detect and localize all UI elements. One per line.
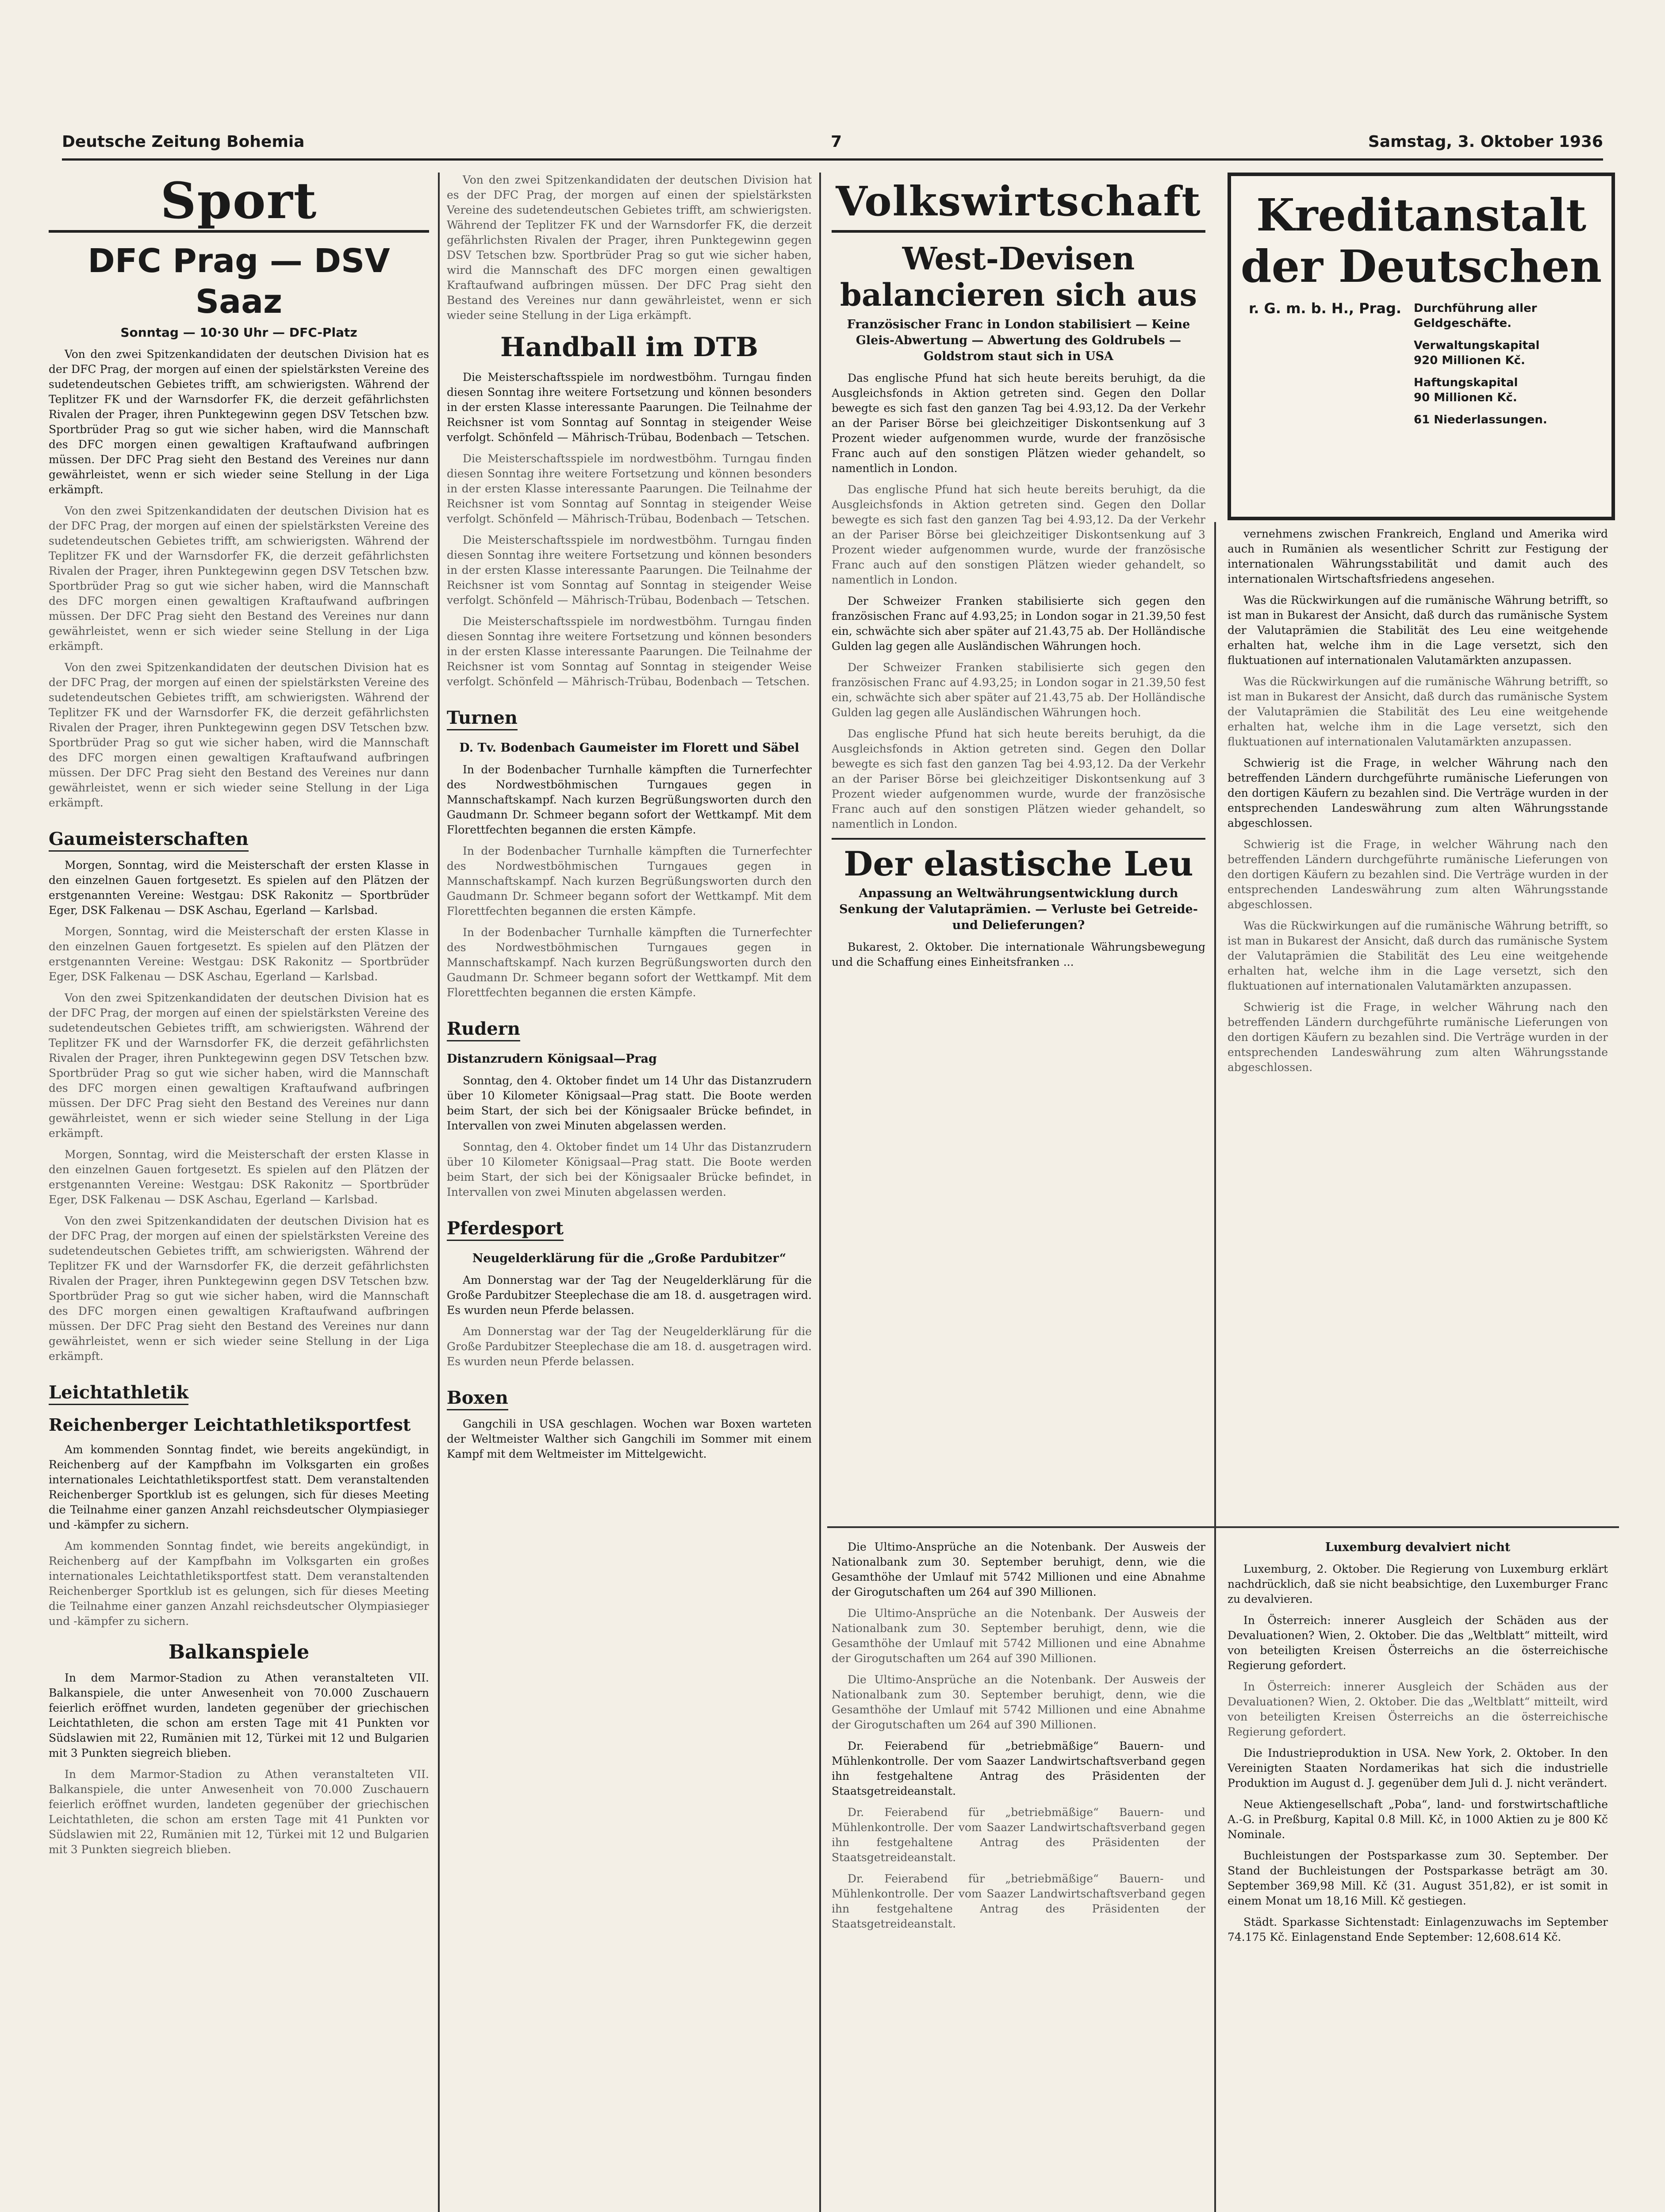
postsparkasse-article: Buchleistungen der Postsparkasse zum 30. September. Der Stand der Buchleistungen der Postsparkasse beträgt am 30. September 369,98 Mill. Kč (31. August 351,82), er ist somit in einem Monat um 18,16 Mill. Kč gestiegen. [1228, 1849, 1608, 1907]
sport-section-title: Sport [49, 173, 429, 233]
industrie-article: Die Industrieproduktion in USA. New York, 2. Oktober. In den Vereinigten Staaten Nordamerikas hat sich die industrielle Produktion im August d. J. gegenüber dem Juli d. J. nicht verändert. [1228, 1747, 1608, 1790]
economy-section-title: Volkswirtschaft [832, 173, 1205, 233]
ultimo-article-cont: Die Ultimo-Ansprüche an die Notenbank. Der Ausweis der Nationalbank zum 30. September beruhigt, denn, wie die Gesamthöhe der Umlauf mit 5742 Millionen und eine Abnahme der Girogutschaften um 264 auf 390 Millionen. [832, 1607, 1205, 1665]
column-rule [438, 173, 440, 2212]
rudern-subheading: Distanzrudern Königsaal—Prag [447, 1052, 657, 1066]
turnen-article: In der Bodenbacher Turnhalle kämpften die Turnerfechter des Nordwestböhmischen Turngaues gegen in Mannschaftskampf. Nach kurzen Begrüßungsworten durch den Gaudmann Dr. Schmeer begann sofort der Wettkampf. Mit dem Florettfechten begannen die ersten Kämpfe. [447, 763, 812, 836]
luxemburg-article: Luxemburg, 2. Oktober. Die Regierung von Luxemburg erklärt nachdrücklich, daß sie nicht beabsichtige, den Luxemburger Franc zu devalvieren. [1228, 1563, 1608, 1605]
pferdesport-article: Am Donnerstag war der Tag der Neugelderklärung für die Große Pardubitzer Steeplechase die am 18. d. ausgetragen wird. Es wurden neun Pferde belassen. [447, 1274, 812, 1317]
ad-capital-value: 920 Millionen Kč. [1414, 354, 1525, 367]
sparkasse-article: Städt. Sparkasse Sichtenstadt: Einlagenzuwachs im September 74.175 Kč. Einlagenstand Ende September: 12,608.614 Kč. [1228, 1916, 1608, 1943]
pferdesport-subheading: Neugelderklärung für die „Große Pardubitzer“ [472, 1252, 786, 1265]
leu-continuation-cont: Schwierig ist die Frage, in welcher Währung nach den betreffenden Ländern durchgeführte rumänische Lieferungen von den dortigen Käufern zu bezahlen sind. Die Verträge wurden in der entsprechenden Landeswährung zum alten Währungsstande abgeschlossen. [1228, 838, 1608, 911]
ad-fact-liability [1414, 375, 1594, 405]
match-article: Von den zwei Spitzenkandidaten der deutschen Division hat es der DFC Prag, der morgen auf einen der spielstärksten Vereine des sudetendeutschen Gebietes trifft, am schwierigsten. Während der Teplitzer FK und der Warnsdorfer FK, die derzeit gefährlichsten Rivalen der Prager, ihren Punktegewinn gegen DSV Tetschen bzw. Sportbrüder Prag so gut wie sicher haben, wird die Mannschaft des DFC morgen einen gewaltigen Kraftaufwand aufbringen müssen. Der DFC Prag sieht den Bestand des Vereines nur dann gewährleistet, wenn er sich wieder seine Stellung in der Liga erkämpft. [49, 348, 429, 496]
sport-column-2 [447, 173, 812, 2212]
match-article-cont: Von den zwei Spitzenkandidaten der deutschen Division hat es der DFC Prag, der morgen auf einen der spielstärksten Vereine des sudetendeutschen Gebietes trifft, am schwierigsten. Während der Teplitzer FK und der Warnsdorfer FK, die derzeit gefährlichsten Rivalen der Prager, ihren Punktegewinn gegen DSV Tetschen bzw. Sportbrüder Prag so gut wie sicher haben, wird die Mannschaft des DFC morgen einen gewaltigen Kraftaufwand aufbringen müssen. Der DFC Prag sieht den Bestand des Vereines nur dann gewährleistet, wenn er sich wieder seine Stellung in der Liga erkämpft. [49, 504, 429, 653]
feierabend-article-cont: Dr. Feierabend für „betriebmäßige“ Bauern- und Mühlenkontrolle. Der vom Saazer Landwirtschaftsverband gegen ihn festgehaltene Antrag des Präsidenten der Staatsgetreideanstalt. [832, 1872, 1205, 1930]
handball-heading: Handball im DTB [500, 332, 758, 363]
gaumeister-article: Morgen, Sonntag, wird die Meisterschaft der ersten Klasse in den einzelnen Gauen fortgesetzt. Es spielen auf den Plätzen der erstgenannten Vereine: Westgau: DSK Rakonitz — Sportbrüder Eger, DSK Falkenau — DSK Aschau, Egerland — Karlsbad. [49, 859, 429, 917]
bank-advertisement [1228, 173, 1615, 520]
handball-article-cont: Die Meisterschaftsspiele im nordwestböhm. Turngau finden diesen Sonntag ihre weitere Fortsetzung und können besonders in der ersten Klasse interessante Paarungen. Die Teilnahme der Reichsner ist vom Sonntag auf Sonntag in steigender Weise verfolgt. Schönfeld — Mährisch-Trübau, Bodenbach — Tetschen. [447, 452, 812, 525]
column-rule [1214, 522, 1216, 2212]
section-divider [827, 1526, 1619, 1528]
ad-title-line1: Kreditanstalt [1256, 189, 1587, 241]
rudern-article: Sonntag, den 4. Oktober findet um 14 Uhr das Distanzrudern über 10 Kilometer Königsaal—Prag statt. Die Boote werden beim Start, der sich bei der Königsaaler Brücke befindet, in Intervallen von zwei Minuten abgelassen werden. [447, 1074, 812, 1132]
gaumeister-article-cont: Morgen, Sonntag, wird die Meisterschaft der ersten Klasse in den einzelnen Gauen fortgesetzt. Es spielen auf den Plätzen der erstgenannten Vereine: Westgau: DSK Rakonitz — Sportbrüder Eger, DSK Falkenau — DSK Aschau, Egerland — Karlsbad. [49, 925, 429, 983]
devisen-article-cont: Das englische Pfund hat sich heute bereits beruhigt, da die Ausgleichsfonds in Aktion getreten sind. Gegen den Dollar bewegte es sich fast den ganzen Tag bei 4.93,12. Da der Verkehr an der Pariser Börse bei gleichzeitiger Diskontsenkung auf 3 Prozent wieder aufgenommen wurde, wurde der französische Franc auch auf den sonstigen Plätzen wieder gehandelt, so namentlich in London. [832, 483, 1205, 586]
turnen-article-cont: In der Bodenbacher Turnhalle kämpften die Turnerfechter des Nordwestböhmischen Turngaues gegen in Mannschaftskampf. Nach kurzen Begrüßungsworten durch den Gaudmann Dr. Schmeer begann sofort der Wettkampf. Mit dem Florettfechten begannen die ersten Kämpfe. [447, 845, 812, 918]
pferdesport-heading: Pferdesport [447, 1217, 564, 1241]
reichenberg-heading: Reichenberger Leichtathletiksportfest [49, 1415, 411, 1435]
issue-date: Samstag, 3. Oktober 1936 [1368, 132, 1603, 151]
feierabend-article-cont: Dr. Feierabend für „betriebmäßige“ Bauern- und Mühlenkontrolle. Der vom Saazer Landwirtschaftsverband gegen ihn festgehaltene Antrag des Präsidenten der Staatsgetreideanstalt. [832, 1806, 1205, 1864]
boxen-heading: Boxen [447, 1387, 508, 1410]
ad-facts [1414, 301, 1594, 434]
pferdesport-article-cont: Am Donnerstag war der Tag der Neugelderklärung für die Große Pardubitzer Steeplechase die am 18. d. ausgetragen wird. Es wurden neun Pferde belassen. [447, 1325, 812, 1368]
leu-continuation-cont: Schwierig ist die Frage, in welcher Währung nach den betreffenden Ländern durchgeführte rumänische Lieferungen von den dortigen Käufern zu bezahlen sind. Die Verträge wurden in der entsprechenden Landeswährung zum alten Währungsstande abgeschlossen. [1228, 1001, 1608, 1074]
ad-title-line2: der Deutschen [1240, 240, 1602, 292]
feierabend-article: Dr. Feierabend für „betriebmäßige“ Bauern- und Mühlenkontrolle. Der vom Saazer Landwirtschaftsverband gegen ihn festgehaltene Antrag des Präsidenten der Staatsgetreideanstalt. [832, 1740, 1205, 1797]
ad-details [1231, 292, 1611, 443]
oesterreich-article-cont: In Österreich: innerer Ausgleich der Schäden aus der Devaluationen? Wien, 2. Oktober. Die das „Weltblatt“ mitteilt, wird von beteiligten Kreisen Österreichs an die österreichische Regierung gefordert. [1228, 1680, 1608, 1738]
ultimo-article: Die Ultimo-Ansprüche an die Notenbank. Der Ausweis der Nationalbank zum 30. September beruhigt, denn, wie die Gesamthöhe der Umlauf mit 5742 Millionen und eine Abnahme der Girogutschaften um 264 auf 390 Millionen. [832, 1540, 1205, 1598]
gaumeister-article-cont: Morgen, Sonntag, wird die Meisterschaft der ersten Klasse in den einzelnen Gauen fortgesetzt. Es spielen auf den Plätzen der erstgenannten Vereine: Westgau: DSK Rakonitz — Sportbrüder Eger, DSK Falkenau — DSK Aschau, Egerland — Karlsbad. [49, 1148, 429, 1206]
ad-fact-branches: 61 Niederlassungen. [1414, 413, 1547, 426]
handball-article-cont: Die Meisterschaftsspiele im nordwestböhm. Turngau finden diesen Sonntag ihre weitere Fortsetzung und können besonders in der ersten Klasse interessante Paarungen. Die Teilnahme der Reichsner ist vom Sonntag auf Sonntag in steigender Weise verfolgt. Schönfeld — Mährisch-Trübau, Bodenbach — Tetschen. [447, 615, 812, 688]
column2-lead-text: Von den zwei Spitzenkandidaten der deutschen Division hat es der DFC Prag, der morgen auf einen der spielstärksten Vereine des sudetendeutschen Gebietes trifft, am schwierigsten. Während der Teplitzer FK und der Warnsdorfer FK, die derzeit gefährlichsten Rivalen der Prager, ihren Punktegewinn gegen DSV Tetschen bzw. Sportbrüder Prag so gut wie sicher haben, wird die Mannschaft des DFC morgen einen gewaltigen Kraftaufwand aufbringen müssen. Der DFC Prag sieht den Bestand des Vereines nur dann gewährleistet, wenn er sich wieder seine Stellung in der Liga erkämpft. [447, 173, 812, 322]
devisen-headline: West-Devisen balancieren sich aus [840, 240, 1197, 313]
balkan-heading: Balkanspiele [168, 1641, 310, 1663]
ad-fact-services: Durchführung aller Geldgeschäfte. [1414, 302, 1537, 330]
turnen-article-cont: In der Bodenbacher Turnhalle kämpften die Turnerfechter des Nordwestböhmischen Turngaues gegen in Mannschaftskampf. Nach kurzen Begrüßungsworten durch den Gaudmann Dr. Schmeer begann sofort der Wettkampf. Mit dem Florettfechten begannen die ersten Kämpfe. [447, 926, 812, 999]
economy-lower-column [832, 1540, 1205, 2212]
column-rule [819, 173, 821, 2212]
devisen-article: Das englische Pfund hat sich heute bereits beruhigt, da die Ausgleichsfonds in Aktion getreten sind. Gegen den Dollar bewegte es sich fast den ganzen Tag bei 4.93,12. Da der Verkehr an der Pariser Börse bei gleichzeitiger Diskontsenkung auf 3 Prozent wieder aufgenommen wurde, wurde der französische Franc auch auf den sonstigen Plätzen wieder gehandelt, so namentlich in London. [832, 372, 1205, 475]
reichenberg-article-cont: Am kommenden Sonntag findet, wie bereits angekündigt, in Reichenberg auf der Kampfbahn im Volksgarten ein großes internationales Leichtathletiksportfest statt. Dem veranstaltenden Reichenberger Sportklub ist es gelungen, sich für dieses Meeting die Teilnahme einer ganzen Anzahl reichsdeutscher Olympiasieger und -kämpfer zu sichern. [49, 1540, 429, 1628]
leu-lead: Anpassung an Weltwährungsentwicklung durch Senkung der Valutaprämien. — Verluste bei Getreide- und Delieferungen? [839, 887, 1198, 932]
devisen-article-2: Der Schweizer Franken stabilisierte sich gegen den französischen Franc auf 4.93,25; in London sogar in 21.39,50 fest ein, schwächte sich aber später auf 21.43,75 ab. Der Holländische Gulden lag gegen alle Ausländischen Währungen hoch. [832, 595, 1205, 653]
ad-company-form: r. G. m. b. H., Prag. [1249, 300, 1402, 317]
ad-liability-label: Haftungskapital [1414, 376, 1518, 389]
sport-column-1 [49, 173, 429, 2212]
boxen-article: Gangchili in USA geschlagen. Wochen war Boxen warteten der Weltmeister Walther sich Gangchili im Sommer mit einem Kampf mit dem Weltmeister im Mittelgewicht. [447, 1417, 812, 1460]
right-column-upper [1228, 526, 1608, 1517]
rudern-article-cont: Sonntag, den 4. Oktober findet um 14 Uhr das Distanzrudern über 10 Kilometer Königsaal—Prag statt. Die Boote werden beim Start, der sich bei der Königsaaler Brücke befindet, in Intervallen von zwei Minuten abgelassen werden. [447, 1141, 812, 1198]
leu-continuation-2: Was die Rückwirkungen auf die rumänische Währung betrifft, so ist man in Bukarest der Ansicht, daß durch das rumänische System der Valutaprämien die Stabilität des Leu eine weitgehende erhalten hat, welche ihm in die Lage versetzt, sich den fluktuationen auf internationalen Valutamärkten anzupassen. [1228, 594, 1608, 667]
ad-capital-label: Verwaltungskapital [1414, 339, 1540, 352]
leu-continuation: vernehmens zwischen Frankreich, England und Amerika wird auch in Rumänien als wesentlicher Schritt zur Festigung der internationalen Währungsstabilität und damit auch des internationalen Wirtschaftsfriedens angesehen. [1228, 527, 1608, 585]
devisen-article-cont: Der Schweizer Franken stabilisierte sich gegen den französischen Franc auf 4.93,25; in London sogar in 21.39,50 fest ein, schwächte sich aber später auf 21.43,75 ab. Der Holländische Gulden lag gegen alle Ausländischen Währungen hoch. [832, 661, 1205, 719]
leu-continuation-cont: Was die Rückwirkungen auf die rumänische Währung betrifft, so ist man in Bukarest der Ansicht, daß durch das rumänische System der Valutaprämien die Stabilität des Leu eine weitgehende erhalten hat, welche ihm in die Lage versetzt, sich den fluktuationen auf internationalen Valutamärkten anzupassen. [1228, 675, 1608, 748]
leu-continuation-3: Schwierig ist die Frage, in welcher Währung nach den betreffenden Ländern durchgeführte rumänische Lieferungen von den dortigen Käufern zu bezahlen sind. Die Verträge wurden in der entsprechenden Landeswährung zum alten Währungsstande abgeschlossen. [1228, 757, 1608, 830]
gaumeister-article-cont: Von den zwei Spitzenkandidaten der deutschen Division hat es der DFC Prag, der morgen auf einen der spielstärksten Vereine des sudetendeutschen Gebietes trifft, am schwierigsten. Während der Teplitzer FK und der Warnsdorfer FK, die derzeit gefährlichsten Rivalen der Prager, ihren Punktegewinn gegen DSV Tetschen bzw. Sportbrüder Prag so gut wie sicher haben, wird die Mannschaft des DFC morgen einen gewaltigen Kraftaufwand aufbringen müssen. Der DFC Prag sieht den Bestand des Vereines nur dann gewährleistet, wenn er sich wieder seine Stellung in der Liga erkämpft. [49, 991, 429, 1140]
aktiengesellschaft-article: Neue Aktiengesellschaft „Poba“, land- und forstwirtschaftliche A.-G. in Preßburg, Kapital 0.8 Mill. Kč, in 1000 Aktien zu je 800 Kč Nominale. [1228, 1798, 1608, 1841]
ad-liability-value: 90 Millionen Kč. [1414, 391, 1517, 404]
turnen-heading: Turnen [447, 707, 518, 730]
match-kicker: Sonntag — 10·30 Uhr — DFC-Platz [120, 325, 357, 340]
rudern-heading: Rudern [447, 1018, 520, 1041]
oesterreich-article: In Österreich: innerer Ausgleich der Schäden aus der Devaluationen? Wien, 2. Oktober. Die das „Weltblatt“ mitteilt, wird von beteiligten Kreisen Österreichs an die österreichische Regierung gefordert. [1228, 1614, 1608, 1672]
running-header [62, 128, 1603, 161]
leu-article: Bukarest, 2. Oktober. Die internationale Währungsbewegung und die Schaffung eines Einheitsfranken ... [832, 941, 1205, 968]
leu-headline: Der elastische Leu [832, 838, 1205, 882]
page-number: 7 [831, 132, 842, 151]
newspaper-name: Deutsche Zeitung Bohemia [62, 132, 305, 151]
turnen-subheading: D. Tv. Bodenbach Gaumeister im Florett und Säbel [459, 741, 799, 755]
devisen-lead: Französischer Franc in London stabilisiert — Keine Gleis-Abwertung — Abwertung des Goldrubels — Goldstrom staut sich in USA [847, 318, 1190, 363]
economy-column [832, 173, 1205, 1513]
balkan-article-cont: In dem Marmor-Stadion zu Athen veranstalteten VII. Balkanspiele, die unter Anwesenheit von 70.000 Zuschauern feierlich eröffnet wurden, landeten gegenüber der griechischen Leichtathleten, die schon am ersten Tage mit 41 Punkten vor Südslawien mit 22, Rumänien mit 12, Türkei mit 12 und Bulgarien mit 3 Punkten siegreich blieben. [49, 1768, 429, 1856]
handball-article-cont: Die Meisterschaftsspiele im nordwestböhm. Turngau finden diesen Sonntag ihre weitere Fortsetzung und können besonders in der ersten Klasse interessante Paarungen. Die Teilnahme der Reichsner ist vom Sonntag auf Sonntag in steigender Weise verfolgt. Schönfeld — Mährisch-Trübau, Bodenbach — Tetschen. [447, 534, 812, 607]
reichenberg-article: Am kommenden Sonntag findet, wie bereits angekündigt, in Reichenberg auf der Kampfbahn im Volksgarten ein großes internationales Leichtathletiksportfest statt. Dem veranstaltenden Reichenberger Sportklub ist es gelungen, sich für dieses Meeting die Teilnahme einer ganzen Anzahl reichsdeutscher Olympiasieger und -kämpfer zu sichern. [49, 1443, 429, 1531]
ultimo-article-cont: Die Ultimo-Ansprüche an die Notenbank. Der Ausweis der Nationalbank zum 30. September beruhigt, denn, wie die Gesamthöhe der Umlauf mit 5742 Millionen und eine Abnahme der Girogutschaften um 264 auf 390 Millionen. [832, 1673, 1205, 1731]
match-headline: DFC Prag — DSV Saaz [88, 242, 390, 321]
right-column-lower [1228, 1540, 1608, 2212]
leichtathletik-heading: Leichtathletik [49, 1382, 188, 1405]
leu-continuation-cont: Was die Rückwirkungen auf die rumänische Währung betrifft, so ist man in Bukarest der Ansicht, daß durch das rumänische System der Valutaprämien die Stabilität des Leu eine weitgehende erhalten hat, welche ihm in die Lage versetzt, sich den fluktuationen auf internationalen Valutamärkten anzupassen. [1228, 919, 1608, 992]
balkan-article: In dem Marmor-Stadion zu Athen veranstalteten VII. Balkanspiele, die unter Anwesenheit von 70.000 Zuschauern feierlich eröffnet wurden, landeten gegenüber der griechischen Leichtathleten, die schon am ersten Tage mit 41 Punkten vor Südslawien mit 22, Rumänien mit 12, Türkei mit 12 und Bulgarien mit 3 Punkten siegreich blieben. [49, 1671, 429, 1759]
gaumeister-heading: Gaumeisterschaften [49, 828, 249, 852]
match-article-cont: Von den zwei Spitzenkandidaten der deutschen Division hat es der DFC Prag, der morgen auf einen der spielstärksten Vereine des sudetendeutschen Gebietes trifft, am schwierigsten. Während der Teplitzer FK und der Warnsdorfer FK, die derzeit gefährlichsten Rivalen der Prager, ihren Punktegewinn gegen DSV Tetschen bzw. Sportbrüder Prag so gut wie sicher haben, wird die Mannschaft des DFC morgen einen gewaltigen Kraftaufwand aufbringen müssen. Der DFC Prag sieht den Bestand des Vereines nur dann gewährleistet, wenn er sich wieder seine Stellung in der Liga erkämpft. [49, 661, 429, 809]
luxemburg-heading: Luxemburg devalviert nicht [1325, 1540, 1511, 1554]
ad-fact-capital [1414, 338, 1594, 368]
handball-article: Die Meisterschaftsspiele im nordwestböhm. Turngau finden diesen Sonntag ihre weitere Fortsetzung und können besonders in der ersten Klasse interessante Paarungen. Die Teilnahme der Reichsner ist vom Sonntag auf Sonntag in steigender Weise verfolgt. Schönfeld — Mährisch-Trübau, Bodenbach — Tetschen. [447, 371, 812, 444]
gaumeister-article-cont: Von den zwei Spitzenkandidaten der deutschen Division hat es der DFC Prag, der morgen auf einen der spielstärksten Vereine des sudetendeutschen Gebietes trifft, am schwierigsten. Während der Teplitzer FK und der Warnsdorfer FK, die derzeit gefährlichsten Rivalen der Prager, ihren Punktegewinn gegen DSV Tetschen bzw. Sportbrüder Prag so gut wie sicher haben, wird die Mannschaft des DFC morgen einen gewaltigen Kraftaufwand aufbringen müssen. Der DFC Prag sieht den Bestand des Vereines nur dann gewährleistet, wenn er sich wieder seine Stellung in der Liga erkämpft. [49, 1214, 429, 1363]
devisen-article-cont: Das englische Pfund hat sich heute bereits beruhigt, da die Ausgleichsfonds in Aktion getreten sind. Gegen den Dollar bewegte es sich fast den ganzen Tag bei 4.93,12. Da der Verkehr an der Pariser Börse bei gleichzeitiger Diskontsenkung auf 3 Prozent wieder aufgenommen wurde, wurde der französische Franc auch auf den sonstigen Plätzen wieder gehandelt, so namentlich in London. [832, 727, 1205, 830]
